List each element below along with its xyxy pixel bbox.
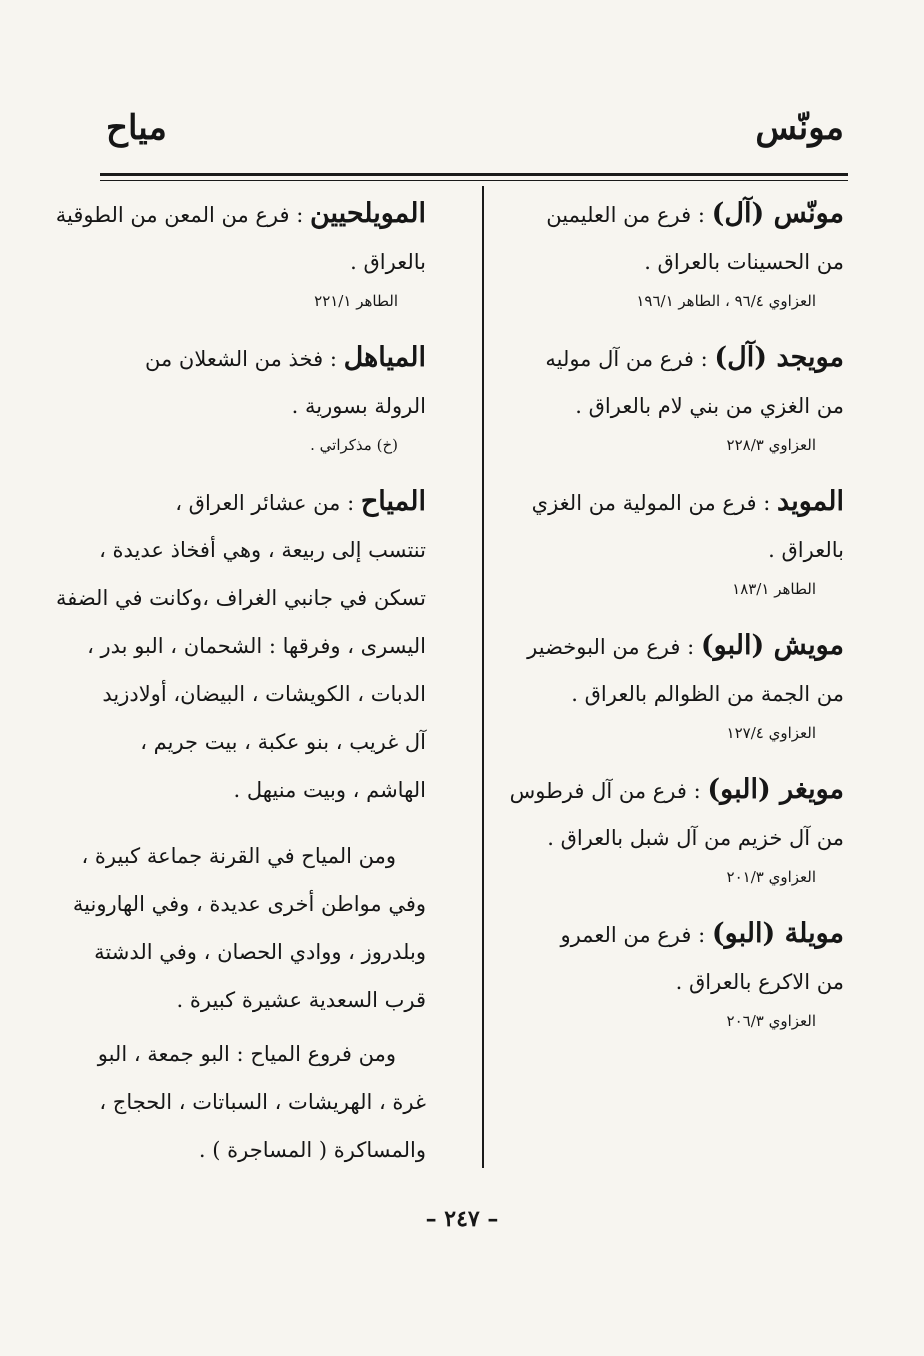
entry-text: من الحسينات بالعراق . <box>644 250 844 274</box>
entry-text: : فرع من البوخضير <box>527 635 695 659</box>
paragraph-line: ومن المياح في القرنة جماعة كبيرة ، <box>81 844 396 868</box>
entry-source: العزاوي ٩٦/٤ ، الطاهر ١٩٦/١ <box>636 292 816 310</box>
entry-term: المياهل <box>343 342 426 373</box>
entry-term: مويغر (البو) <box>707 774 844 805</box>
paragraph-line: غرة ، الهريشات ، السباتات ، الحجاج ، <box>99 1090 426 1114</box>
entry-text: اليسرى ، وفرقها : الشحمان ، البو بدر ، <box>87 634 426 658</box>
paragraph-line: وفي مواطن أخرى عديدة ، وفي الهارونية <box>72 892 426 916</box>
entry <box>484 910 844 1036</box>
entry-source: العزاوي ٢٠٦/٣ <box>726 1012 816 1030</box>
entry-term: مونّس (آل) <box>711 198 844 229</box>
entry <box>484 478 844 604</box>
entry-source: الطاهر ٢٢١/١ <box>314 292 398 310</box>
entry-source: العزاوي ١٢٧/٤ <box>726 724 816 742</box>
entry-text: من آل خزيم من آل شبل بالعراق . <box>547 826 844 850</box>
running-header-right: مونّس <box>755 108 844 148</box>
entry-text: : فرع من آل موليه <box>545 347 708 371</box>
entry-text: من الاكرع بالعراق . <box>675 970 844 994</box>
entry-text: : فرع من العليمين <box>546 203 705 227</box>
entry-text: الدبات ، الكويشات ، البيضان، أولادزيد <box>102 682 426 706</box>
running-header-left: مياح <box>106 108 167 148</box>
left-column <box>55 190 426 1180</box>
entry-term: المويد <box>777 486 844 517</box>
paragraph-line: والمساكرة ( المساجرة ) . <box>198 1138 426 1162</box>
entry-source: العزاوي ٢٠١/٣ <box>726 868 816 886</box>
right-column <box>484 190 844 1054</box>
paragraph-line: قرب السعدية عشيرة كبيرة . <box>176 988 426 1012</box>
entry-text: تسكن في جانبي الغراف ،وكانت في الضفة <box>55 586 426 610</box>
entry-source: (خ) مذكراتي . <box>310 436 398 454</box>
paragraph-line: وبلدروز ، ووادي الحصان ، وفي الدشتة <box>94 940 426 964</box>
paragraph <box>96 1030 426 1174</box>
entry-text: : فخذ من الشعلان من <box>144 347 337 371</box>
entry-source: العزاوي ٢٢٨/٣ <box>726 436 816 454</box>
entry-term: مويش (البو) <box>700 630 844 661</box>
entry-text: بالعراق . <box>768 538 844 562</box>
entry-text: بالعراق . <box>350 250 426 274</box>
entry-term: مويجد (آل) <box>714 342 844 373</box>
header-rule-thick <box>100 173 848 176</box>
entry <box>484 766 844 892</box>
entry <box>484 622 844 748</box>
entry-text: من الغزي من بني لام بالعراق . <box>575 394 844 418</box>
entry-text: الهاشم ، وبيت منيهل . <box>233 778 426 802</box>
entry-text: : فرع من العمرو <box>560 923 706 947</box>
entry-text: : من عشائر العراق ، <box>175 491 355 515</box>
entry <box>96 334 426 460</box>
paragraph <box>72 832 426 1024</box>
entry-text: : فرع من آل فرطوس <box>509 779 701 803</box>
entry-text: من الجمة من الظوالم بالعراق . <box>571 682 844 706</box>
entry-term: مويلة (البو) <box>711 918 844 949</box>
entry <box>55 190 426 316</box>
paragraph-line: ومن فروع المياح : البو جمعة ، البو <box>97 1042 396 1066</box>
header-rule-thin <box>100 180 848 181</box>
entry-text: آل غريب ، بنو عكبة ، بيت جريم ، <box>140 730 426 754</box>
entry-text: تنتسب إلى ربيعة ، وهي أفخاذ عديدة ، <box>99 538 426 562</box>
entry-miyah <box>55 478 426 814</box>
entry <box>484 190 844 316</box>
entry <box>484 334 844 460</box>
entry-text: الرولة بسورية . <box>291 394 426 418</box>
entry-text: : فرع من المولية من الغزي <box>531 491 771 515</box>
entry-term: المياح <box>360 486 426 517</box>
entry-source: الطاهر ١٨٣/١ <box>732 580 816 598</box>
page-number: – ٢٤٧ – <box>425 1206 499 1232</box>
entry-term: المويلحيين <box>309 198 426 229</box>
entry-text: : فرع من المعن من الطوقية <box>55 203 304 227</box>
